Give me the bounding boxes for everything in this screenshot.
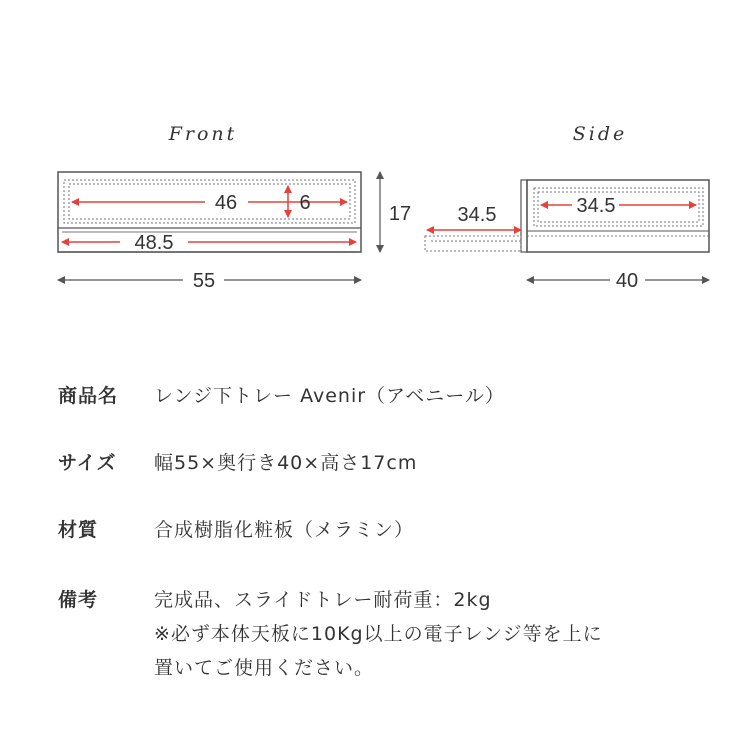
spec-value-size: 幅55×奥行き40×高さ17cm: [154, 452, 418, 474]
dim-tray-width-label: 48.5: [134, 232, 174, 254]
spec-value-notes-line-2: ※必ず本体天板に10Kg以上の電子レンジ等を上に: [154, 623, 603, 645]
spec-value-product-name: レンジ下トレー Avenir（アベニール）: [154, 385, 505, 407]
side-front-panel: [521, 180, 527, 252]
dim-total-width-label: 55: [192, 270, 216, 292]
spec-label-size: サイズ: [58, 452, 117, 474]
side-view: [425, 180, 709, 292]
side-view-title: Side: [572, 123, 628, 145]
spec-label-material: 材質: [58, 519, 99, 541]
front-view: [58, 172, 411, 292]
dim-total-height-label: 17: [388, 203, 412, 225]
spec-label-product-name: 商品名: [58, 385, 119, 407]
dim-inner-width-label: 46: [214, 192, 238, 214]
dim-slide-out-label: 34.5: [457, 204, 497, 226]
spec-value-material: 合成樹脂化粧板（メラミン）: [154, 519, 415, 541]
spec-label-notes: 備考: [58, 589, 99, 611]
front-view-title: Front: [168, 123, 238, 145]
dim-inner-depth-label: 34.5: [576, 195, 616, 217]
spec-value-notes-line-1: 完成品、スライドトレー耐荷重：2kg: [154, 589, 492, 611]
side-inner-dotted-inner: [538, 192, 699, 222]
dim-total-depth-label: 40: [615, 270, 639, 292]
side-inner-dotted-outer: [534, 188, 703, 226]
side-tray-pulled-out: [425, 236, 521, 251]
dimension-diagram: [0, 0, 750, 330]
spec-value-notes-line-3: 置いてご使用ください。: [154, 657, 375, 679]
side-cabinet-outline: [527, 180, 709, 252]
dim-inner-height-label: 6: [299, 192, 311, 214]
